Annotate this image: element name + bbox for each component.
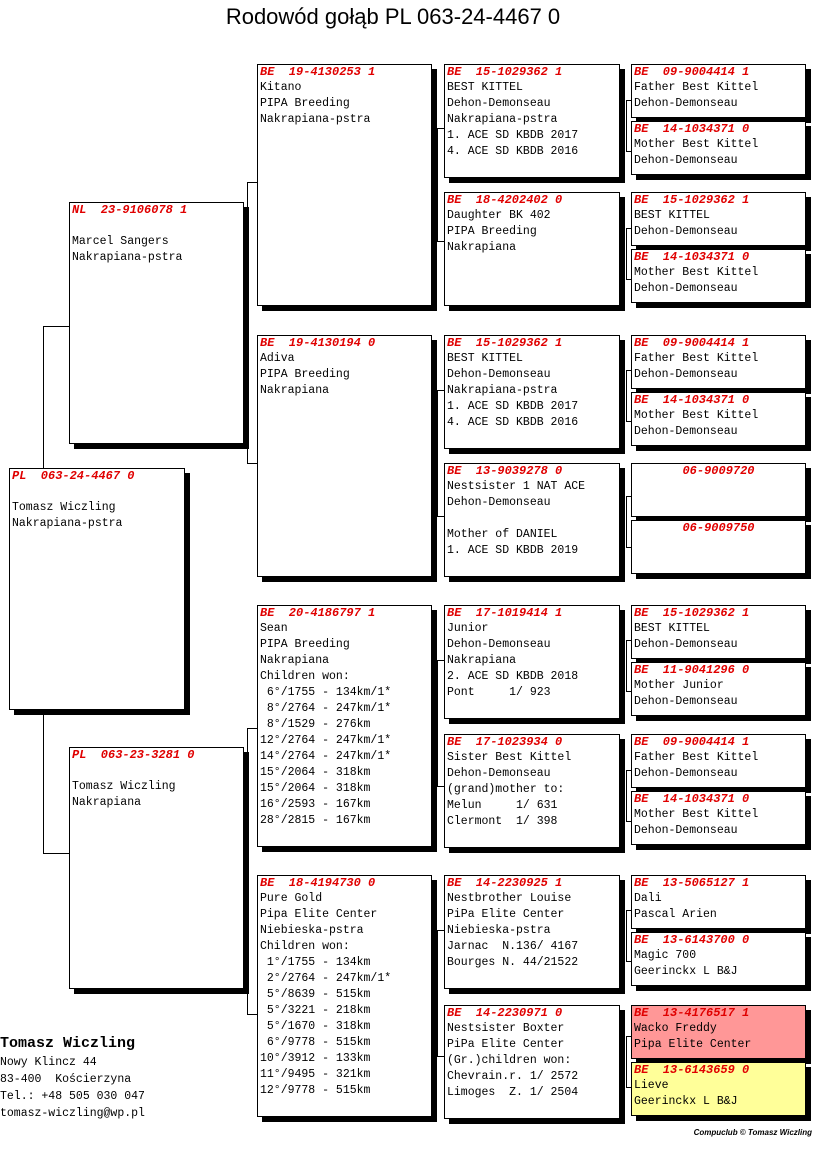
ring-number: BE 13-4176517 1: [634, 1006, 750, 1020]
owner-info: [0, 1034, 145, 1122]
ring-number: BE 14-1034371 0: [634, 393, 750, 407]
connector: [43, 713, 71, 854]
pigeon-info-line: 2. ACE SD KBDB 2018: [447, 670, 579, 683]
pigeon-info-line: PIPA Breeding: [260, 368, 350, 381]
pigeon-info-line: Nestsister 1 NAT ACE: [447, 480, 586, 493]
pigeon-info-line: Daughter BK 402: [447, 209, 551, 222]
pedigree-card-gen4: [444, 1005, 620, 1119]
ring-number: BE 13-6143700 0: [634, 933, 750, 947]
pedigree-card-gen5: [631, 791, 806, 845]
ring-number: PL 063-24-4467 0: [12, 469, 135, 483]
pigeon-info-line: Dehon-Demonseau: [634, 225, 738, 238]
pigeon-info-line: Dehon-Demonseau: [447, 97, 551, 110]
pigeon-info-line: Father Best Kittel: [634, 81, 759, 94]
pedigree-card-gen5: [631, 662, 806, 716]
ring-number: BE 18-4194730 0: [260, 876, 376, 890]
pigeon-info-line: PiPa Elite Center: [447, 1038, 565, 1051]
pigeon-info-line: (Gr.)children won:: [447, 1054, 572, 1067]
ring-number: BE 13-6143659 0: [634, 1063, 750, 1077]
pigeon-info-line: Bourges N. 44/21522: [447, 956, 579, 969]
pigeon-info-line: 5°/1670 - 318km: [260, 1020, 371, 1033]
pedigree-card-gen4: [444, 605, 620, 719]
pigeon-info-line: 4. ACE SD KBDB 2016: [447, 145, 579, 158]
pigeon-info-line: 6°/9778 - 515km: [260, 1036, 371, 1049]
pigeon-info-line: 8°/2764 - 247km/1*: [260, 702, 392, 715]
ring-number: BE 17-1023934 0: [447, 735, 563, 749]
pigeon-info-line: [445, 511, 619, 527]
pedigree-card-gen5: [631, 520, 806, 574]
pigeon-info-line: Marcel Sangers: [72, 235, 169, 248]
pigeon-info-line: Dehon-Demonseau: [634, 282, 738, 295]
pedigree-card-sire-dam: [257, 335, 432, 577]
ring-number: BE 11-9041296 0: [634, 663, 750, 677]
pigeon-info-line: Geerinckx L B&J: [634, 965, 738, 978]
pigeon-info-line: Nakrapiana-pstra: [447, 113, 558, 126]
pigeon-info-line: Kitano: [260, 81, 302, 94]
pigeon-info-line: Wacko Freddy: [634, 1022, 717, 1035]
pigeon-info-line: 11°/9495 - 321km: [260, 1068, 371, 1081]
ring-number: BE 14-1034371 0: [634, 250, 750, 264]
pigeon-info-line: Junior: [447, 622, 489, 635]
pigeon-info-line: 2°/2764 - 247km/1*: [260, 972, 392, 985]
ring-number: BE 14-2230971 0: [447, 1006, 563, 1020]
pigeon-info-line: Lieve: [634, 1079, 669, 1092]
pedigree-card-gen5: [631, 932, 806, 986]
pedigree-card-gen4: [444, 463, 620, 577]
pigeon-info-line: Jarnac N.136/ 4167: [447, 940, 579, 953]
pigeon-info-line: Mother Best Kittel: [634, 409, 759, 422]
pedigree-card-gen5: [631, 335, 806, 389]
pedigree-card-gen5: [631, 249, 806, 303]
pedigree-card-gen5: [631, 605, 806, 659]
ring-number: BE 13-5065127 1: [634, 876, 750, 890]
footer-credit: Compuclub © Tomasz Wiczling: [693, 1128, 812, 1137]
pigeon-info-line: Children won:: [260, 670, 350, 683]
ring-number: BE 09-9004414 1: [634, 336, 750, 350]
ring-number: BE 09-9004414 1: [634, 65, 750, 79]
ring-number: BE 13-9039278 0: [447, 464, 563, 478]
pedigree-card-gen5: [631, 875, 806, 929]
pigeon-info-line: 1. ACE SD KBDB 2019: [447, 544, 579, 557]
pigeon-info-line: Dehon-Demonseau: [634, 154, 738, 167]
pigeon-info-line: Pipa Elite Center: [260, 908, 378, 921]
pigeon-info-line: BEST KITTEL: [447, 352, 523, 365]
pigeon-info-line: Sister Best Kittel: [447, 751, 572, 764]
ring-number: BE 15-1029362 1: [447, 336, 563, 350]
owner-phone: Tel.: +48 505 030 047: [0, 1090, 145, 1103]
pigeon-info-line: Nestbrother Louise: [447, 892, 572, 905]
pigeon-info-line: Dehon-Demonseau: [447, 767, 551, 780]
pigeon-info-line: Tomasz Wiczling: [12, 501, 116, 514]
pigeon-info-line: (grand)mother to:: [447, 783, 565, 796]
pigeon-info-line: 4. ACE SD KBDB 2016: [447, 416, 579, 429]
pedigree-card-subject: [9, 468, 185, 710]
ring-number: BE 15-1029362 1: [634, 193, 750, 207]
pigeon-info-line: 10°/3912 - 133km: [260, 1052, 371, 1065]
ring-number: BE 20-4186797 1: [260, 606, 376, 620]
pedigree-card-dam-dam: [257, 875, 432, 1117]
pigeon-info-line: 15°/2064 - 318km: [260, 766, 371, 779]
pedigree-card-sire: [69, 202, 244, 444]
pigeon-info-line: [70, 763, 243, 779]
page-title: Rodowód gołąb PL 063-24-4467 0: [225, 4, 561, 29]
ring-number: BE 18-4202402 0: [447, 193, 563, 207]
pigeon-info-line: Dehon-Demonseau: [634, 425, 738, 438]
pedigree-card-sire-sire: [257, 64, 432, 306]
ring-number: NL 23-9106078 1: [72, 203, 188, 217]
pedigree-card-gen4: [444, 64, 620, 178]
pigeon-info-line: Geerinckx L B&J: [634, 1095, 738, 1108]
pedigree-card-gen5: [631, 64, 806, 118]
pigeon-info-line: Pascal Arien: [634, 908, 717, 921]
ring-number: BE 19-4130253 1: [260, 65, 376, 79]
pedigree-card-gen5: [631, 392, 806, 446]
pigeon-info-line: Niebieska-pstra: [447, 924, 551, 937]
ring-number: 06-9009750: [682, 521, 755, 535]
pigeon-info-line: BEST KITTEL: [447, 81, 523, 94]
pigeon-info-line: 5°/8639 - 515km: [260, 988, 371, 1001]
pigeon-info-line: Niebieska-pstra: [260, 924, 364, 937]
pigeon-info-line: Mother Best Kittel: [634, 138, 759, 151]
pigeon-info-line: Dehon-Demonseau: [634, 824, 738, 837]
pigeon-info-line: Father Best Kittel: [634, 751, 759, 764]
ring-number: BE 17-1019414 1: [447, 606, 563, 620]
pedigree-card-gen5: [631, 1062, 806, 1116]
ring-number: BE 14-1034371 0: [634, 122, 750, 136]
pigeon-info-line: [70, 218, 243, 234]
pigeon-info-line: 6°/1755 - 134km/1*: [260, 686, 392, 699]
pigeon-info-line: Adiva: [260, 352, 295, 365]
pigeon-info-line: Dehon-Demonseau: [447, 368, 551, 381]
pigeon-info-line: 15°/2064 - 318km: [260, 782, 371, 795]
ring-number: BE 15-1029362 1: [447, 65, 563, 79]
pigeon-info-line: Children won:: [260, 940, 350, 953]
pigeon-info-line: PIPA Breeding: [447, 225, 537, 238]
pedigree-card-gen5: [631, 1005, 806, 1059]
ring-number: BE 14-1034371 0: [634, 792, 750, 806]
pigeon-info-line: Nakrapiana-pstra: [72, 251, 183, 264]
ring-number: 06-9009720: [682, 464, 755, 478]
ring-number: BE 15-1029362 1: [634, 606, 750, 620]
pigeon-info-line: Dali: [634, 892, 662, 905]
ring-number: PL 063-23-3281 0: [72, 748, 195, 762]
pedigree-card-gen5: [631, 463, 806, 517]
pigeon-info-line: Nakrapiana: [447, 654, 517, 667]
pigeon-info-line: Mother of DANIEL: [447, 528, 558, 541]
pigeon-info-line: Mother Best Kittel: [634, 808, 759, 821]
pigeon-info-line: Chevrain.r. 1/ 2572: [447, 1070, 579, 1083]
pigeon-info-line: Father Best Kittel: [634, 352, 759, 365]
pigeon-info-line: Dehon-Demonseau: [634, 638, 738, 651]
pigeon-info-line: Dehon-Demonseau: [634, 97, 738, 110]
owner-city: 83-400 Kościerzyna: [0, 1073, 132, 1086]
pigeon-info-line: 8°/1529 - 276km: [260, 718, 371, 731]
pedigree-card-gen5: [631, 121, 806, 175]
pigeon-info-line: Nestsister Boxter: [447, 1022, 565, 1035]
owner-email: tomasz-wiczling@wp.pl: [0, 1107, 145, 1120]
pedigree-card-gen5: [631, 734, 806, 788]
pigeon-info-line: 1. ACE SD KBDB 2017: [447, 129, 579, 142]
pigeon-info-line: Pipa Elite Center: [634, 1038, 752, 1051]
pigeon-info-line: Nakrapiana-pstra: [12, 517, 123, 530]
pigeon-info-line: BEST KITTEL: [634, 622, 710, 635]
pigeon-info-line: Mother Best Kittel: [634, 266, 759, 279]
pigeon-info-line: Pure Gold: [260, 892, 323, 905]
pigeon-info-line: 12°/9778 - 515km: [260, 1084, 371, 1097]
ring-number: BE 09-9004414 1: [634, 735, 750, 749]
pigeon-info-line: 16°/2593 - 167km: [260, 798, 371, 811]
pigeon-info-line: Tomasz Wiczling: [72, 780, 176, 793]
pigeon-info-line: Clermont 1/ 398: [447, 815, 558, 828]
pigeon-info-line: 28°/2815 - 167km: [260, 814, 371, 827]
pedigree-card-dam: [69, 747, 244, 989]
pigeon-info-line: Dehon-Demonseau: [634, 368, 738, 381]
pigeon-info-line: 14°/2764 - 247km/1*: [260, 750, 392, 763]
pigeon-info-line: [10, 484, 184, 500]
pedigree-card-gen4: [444, 192, 620, 306]
pigeon-info-line: Nakrapiana: [260, 384, 330, 397]
pigeon-info-line: PIPA Breeding: [260, 638, 350, 651]
pigeon-info-line: 1°/1755 - 134km: [260, 956, 371, 969]
pigeon-info-line: Sean: [260, 622, 288, 635]
pigeon-info-line: Limoges Z. 1/ 2504: [447, 1086, 579, 1099]
owner-address: Nowy Klincz 44: [0, 1056, 97, 1069]
pigeon-info-line: Dehon-Demonseau: [447, 638, 551, 651]
pigeon-info-line: Mother Junior: [634, 679, 724, 692]
pigeon-info-line: 5°/3221 - 218km: [260, 1004, 371, 1017]
pedigree-card-gen4: [444, 734, 620, 848]
pigeon-info-line: Dehon-Demonseau: [634, 695, 738, 708]
pedigree-card-gen4: [444, 875, 620, 989]
pigeon-info-line: 1. ACE SD KBDB 2017: [447, 400, 579, 413]
ring-number: BE 14-2230925 1: [447, 876, 563, 890]
connector: [43, 326, 71, 470]
pigeon-info-line: 12°/2764 - 247km/1*: [260, 734, 392, 747]
pigeon-info-line: Melun 1/ 631: [447, 799, 558, 812]
pigeon-info-line: Nakrapiana: [447, 241, 517, 254]
owner-name: Tomasz Wiczling: [0, 1035, 136, 1052]
pigeon-info-line: Nakrapiana: [72, 796, 142, 809]
pedigree-card-dam-sire: [257, 605, 432, 847]
pedigree-card-gen4: [444, 335, 620, 449]
pigeon-info-line: Nakrapiana-pstra: [260, 113, 371, 126]
pigeon-info-line: Dehon-Demonseau: [634, 767, 738, 780]
pigeon-info-line: Nakrapiana-pstra: [447, 384, 558, 397]
pedigree-card-gen5: [631, 192, 806, 246]
pigeon-info-line: Nakrapiana: [260, 654, 330, 667]
pigeon-info-line: Magic 700: [634, 949, 697, 962]
pigeon-info-line: Pont 1/ 923: [447, 686, 551, 699]
pigeon-info-line: Dehon-Demonseau: [447, 496, 551, 509]
pigeon-info-line: BEST KITTEL: [634, 209, 710, 222]
ring-number: BE 19-4130194 0: [260, 336, 376, 350]
pigeon-info-line: PIPA Breeding: [260, 97, 350, 110]
pigeon-info-line: PiPa Elite Center: [447, 908, 565, 921]
